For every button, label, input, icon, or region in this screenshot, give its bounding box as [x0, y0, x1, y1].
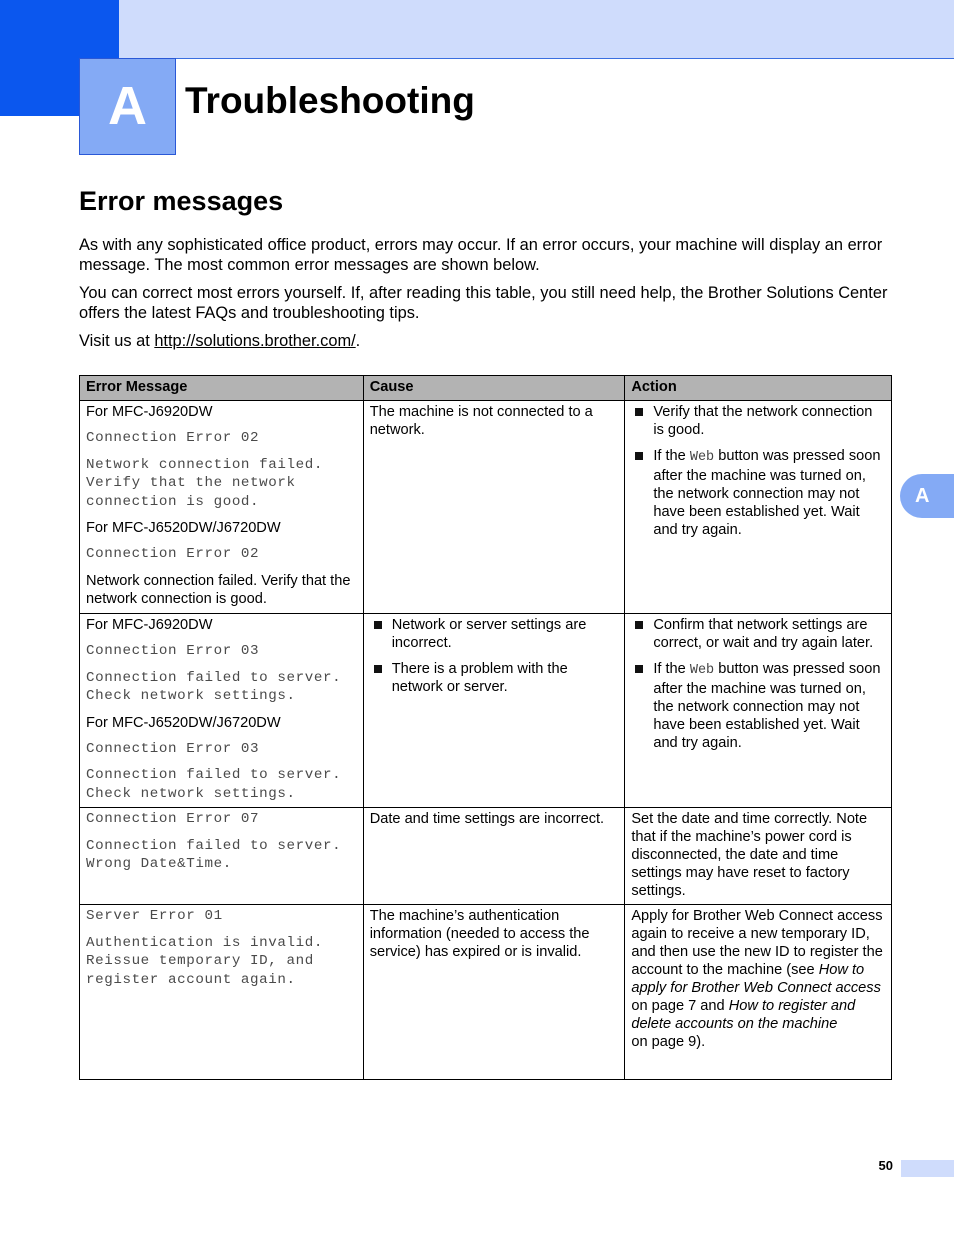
error-code: Connection Error 03 [86, 643, 260, 659]
intro-paragraph-3 [79, 331, 891, 351]
cause-text: Date and time settings are incorrect. [369, 811, 605, 827]
error-display-text: Connection failed to server. Check network settings. [86, 669, 342, 704]
page-number: 50 [878, 1158, 893, 1173]
error-code: Server Error 01 [86, 908, 223, 924]
error-display-text: Network connection failed. Verify that the network connection is good. [86, 572, 351, 607]
model-label: For MFC-J6920DW [86, 404, 213, 420]
error-display-text: Connection failed to server. Wrong Date&Time. [86, 837, 342, 872]
chapter-title: Troubleshooting [185, 80, 475, 121]
table-row [80, 614, 892, 808]
action-text: Apply for Brother Web Connect access again to receive a new temporary ID, and then use the new ID to register the account to the machine (see How to apply for Brother Web Connect access on page 7 and How to register and delete accounts on the machine on page 9). [631, 908, 883, 1050]
error-code: Connection Error 02 [86, 546, 260, 562]
intro-paragraph-2: You can correct most errors yourself. If, after reading this table, you still need help, the Brother Solutions Center offers the latest FAQs and troubleshooting tips. [79, 284, 888, 322]
action-cell [625, 905, 892, 1080]
table-row [80, 401, 892, 614]
header-action: Action [625, 376, 892, 401]
cross-reference: How to apply for Brother Web Connect access [631, 962, 881, 996]
cause-cell [363, 808, 625, 905]
cross-reference: How to register and delete accounts on the machine [631, 998, 856, 1032]
action-cell [625, 401, 892, 614]
error-display-text: Network connection failed. Verify that the network connection is good. [86, 456, 323, 510]
error-message-cell [80, 905, 364, 1080]
chapter-side-tab: A [900, 474, 954, 518]
error-code: Connection Error 03 [86, 740, 260, 757]
solutions-link[interactable]: http://solutions.brother.com/ [154, 332, 356, 350]
action-text: Set the date and time correctly. Note that if the machine’s power cord is disconnected, the date and time settings may have reset to factory settings. [631, 811, 868, 899]
action-bullet: Verify that the network connection is good. [631, 403, 885, 439]
cause-cell [363, 401, 625, 614]
model-label: For MFC-J6920DW [86, 617, 213, 633]
model-label: For MFC-J6520DW/J6720DW [86, 520, 281, 536]
chapter-letter-box: A [79, 58, 176, 155]
error-display-text: Connection failed to server. Check network settings. [86, 767, 342, 802]
table-row [80, 905, 892, 1080]
visit-suffix: . [355, 332, 361, 350]
visit-prefix: Visit us at [79, 332, 155, 350]
error-code: Connection Error 02 [86, 430, 260, 446]
cause-bullet: There is a problem with the network or server. [370, 660, 619, 696]
action-cell [625, 614, 892, 808]
model-label: For MFC-J6520DW/J6720DW [86, 714, 281, 731]
header-band [0, 0, 954, 59]
table-header-row [80, 376, 892, 401]
cause-text: The machine’s authentication information (needed to access the service) has expired or is invalid. [369, 908, 590, 960]
action-bullet: If the Web button was pressed soon after the machine was turned on, the network connection may not have been established yet. Wait and try again. [631, 660, 885, 752]
web-button-label: Web [689, 450, 715, 465]
error-message-cell [80, 614, 364, 808]
cause-cell [363, 614, 625, 808]
intro-paragraph-1: As with any sophisticated office product, errors may occur. If an error occurs, your machine will display an error message. The most common error messages are shown below. [79, 236, 883, 274]
page-number-bar [901, 1160, 954, 1177]
error-code: Connection Error 07 [86, 811, 260, 827]
table-row [80, 808, 892, 905]
action-cell [625, 808, 892, 905]
cause-cell [363, 905, 625, 1080]
action-bullet: If the Web button was pressed soon after the machine was turned on, the network connection may not have been established yet. Wait and try again. [631, 447, 885, 539]
error-messages-table [79, 375, 892, 1080]
cause-text: The machine is not connected to a network. [369, 404, 593, 438]
error-message-cell [80, 808, 364, 905]
section-title: Error messages [79, 186, 284, 216]
header-error-message: Error Message [80, 376, 364, 401]
error-message-cell [80, 401, 364, 614]
cause-bullet: Network or server settings are incorrect. [370, 616, 619, 652]
web-button-label: Web [689, 663, 715, 678]
action-bullet: Confirm that network settings are correct, or wait and try again later. [631, 616, 885, 652]
header-cause: Cause [363, 376, 625, 401]
error-display-text: Authentication is invalid. Reissue temporary ID, and register account again. [86, 934, 323, 988]
